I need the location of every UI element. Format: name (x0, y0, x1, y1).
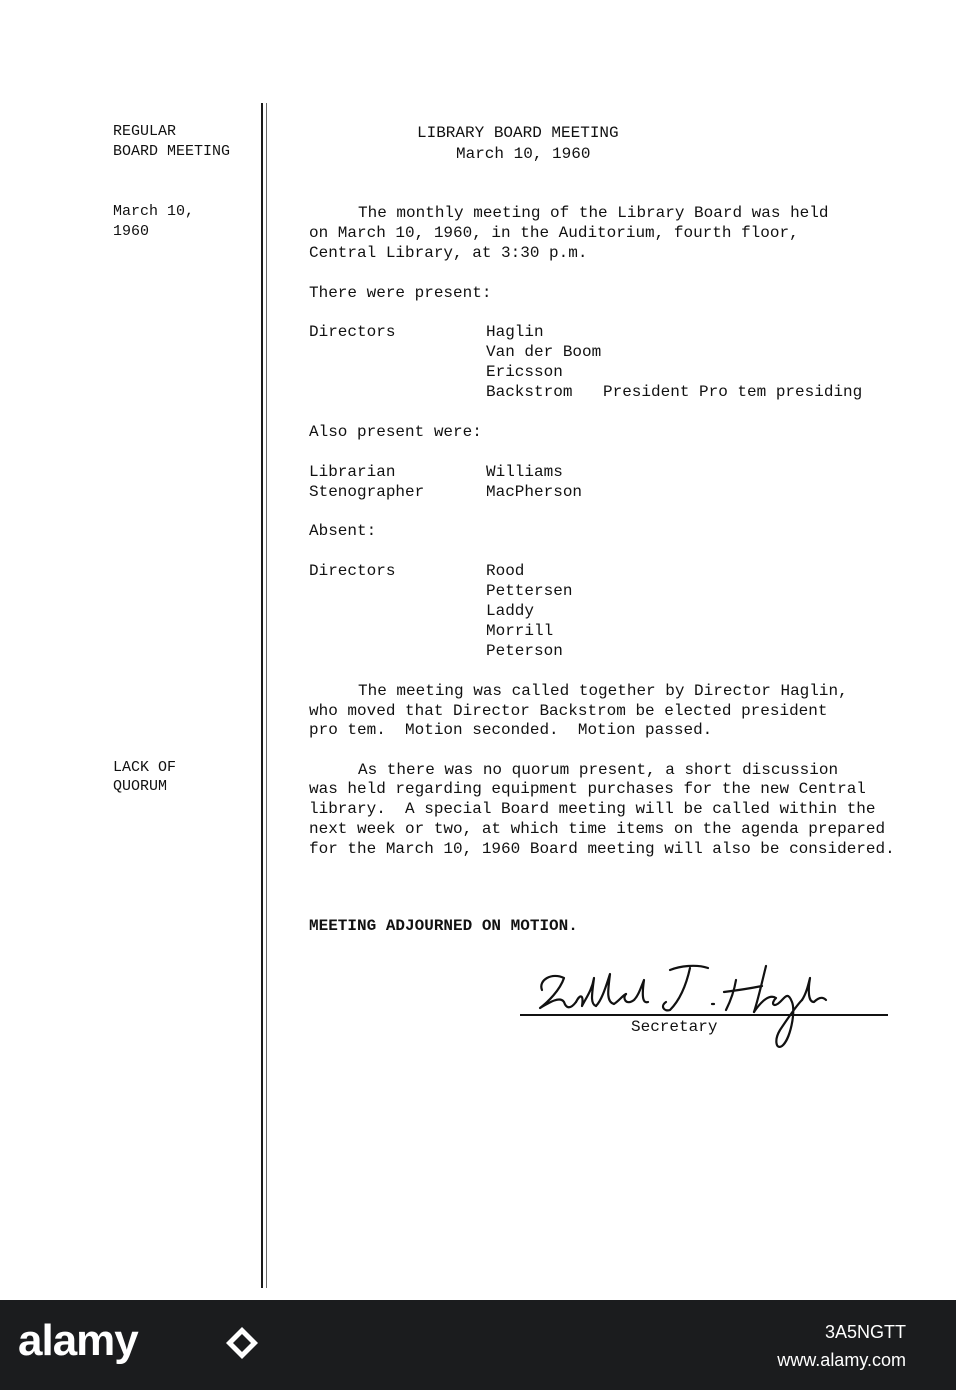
present-role: Directors (309, 323, 396, 341)
margin-rule-secondary (266, 103, 267, 1288)
quorum-line: was held regarding equipment purchases for the new Central (309, 780, 866, 798)
intro-line: on March 10, 1960, in the Auditorium, fourth floor, (309, 224, 799, 242)
also-present-role: Stenographer (309, 483, 425, 501)
brand-logo: alamy (18, 1316, 138, 1365)
document-title: LIBRARY BOARD MEETING (417, 124, 619, 142)
called-line: pro tem. Motion seconded. Motion passed. (309, 721, 713, 739)
absent-name: Laddy (486, 602, 535, 620)
margin-board-meeting: BOARD MEETING (113, 143, 231, 160)
present-heading: There were present: (309, 284, 492, 302)
brand-mark-icon (225, 1326, 259, 1360)
margin-lack-of: LACK OF (113, 759, 177, 776)
absent-name: Morrill (486, 622, 554, 640)
present-name: Backstrom (486, 383, 573, 401)
margin-quorum: QUORUM (113, 778, 168, 795)
absent-name: Peterson (486, 642, 563, 660)
intro-line: Central Library, at 3:30 p.m. (309, 244, 588, 262)
quorum-line: library. A special Board meeting will be called within the (309, 800, 876, 818)
document-date: March 10, 1960 (456, 145, 591, 163)
adjourned-statement: MEETING ADJOURNED ON MOTION. (309, 917, 578, 935)
called-line: who moved that Director Backstrom be elected president (309, 702, 828, 720)
absent-name: Pettersen (486, 582, 573, 600)
image-code: 3A5NGTT (824, 1322, 906, 1342)
present-name: Haglin (486, 323, 544, 341)
signature-line (520, 1014, 888, 1016)
also-present-heading: Also present were: (309, 423, 482, 441)
also-present-name: Williams (486, 463, 563, 481)
signature-handwriting (530, 950, 830, 1060)
absent-heading: Absent: (309, 522, 377, 540)
called-line: The meeting was called together by Director Haglin, (358, 682, 848, 700)
also-present-role: Librarian (309, 463, 396, 481)
watermark-footer (0, 1300, 956, 1390)
also-present-name: MacPherson (486, 483, 583, 501)
margin-date-line1: March 10, (113, 203, 195, 220)
present-note: President Pro tem presiding (603, 383, 863, 401)
margin-date-line2: 1960 (113, 223, 150, 240)
absent-name: Rood (486, 562, 525, 580)
quorum-line: for the March 10, 1960 Board meeting will also be considered. (309, 840, 895, 858)
signature-title: Secretary (631, 1018, 718, 1036)
quorum-line: As there was no quorum present, a short discussion (358, 761, 839, 779)
present-name: Ericsson (486, 363, 563, 381)
quorum-line: next week or two, at which time items on the agenda prepared (309, 820, 886, 838)
intro-line: The monthly meeting of the Library Board was held (358, 204, 829, 222)
margin-rule (261, 103, 263, 1288)
margin-regular: REGULAR (113, 123, 177, 140)
present-name: Van der Boom (486, 343, 602, 361)
absent-role: Directors (309, 562, 396, 580)
source-url: www.alamy.com (777, 1350, 906, 1370)
